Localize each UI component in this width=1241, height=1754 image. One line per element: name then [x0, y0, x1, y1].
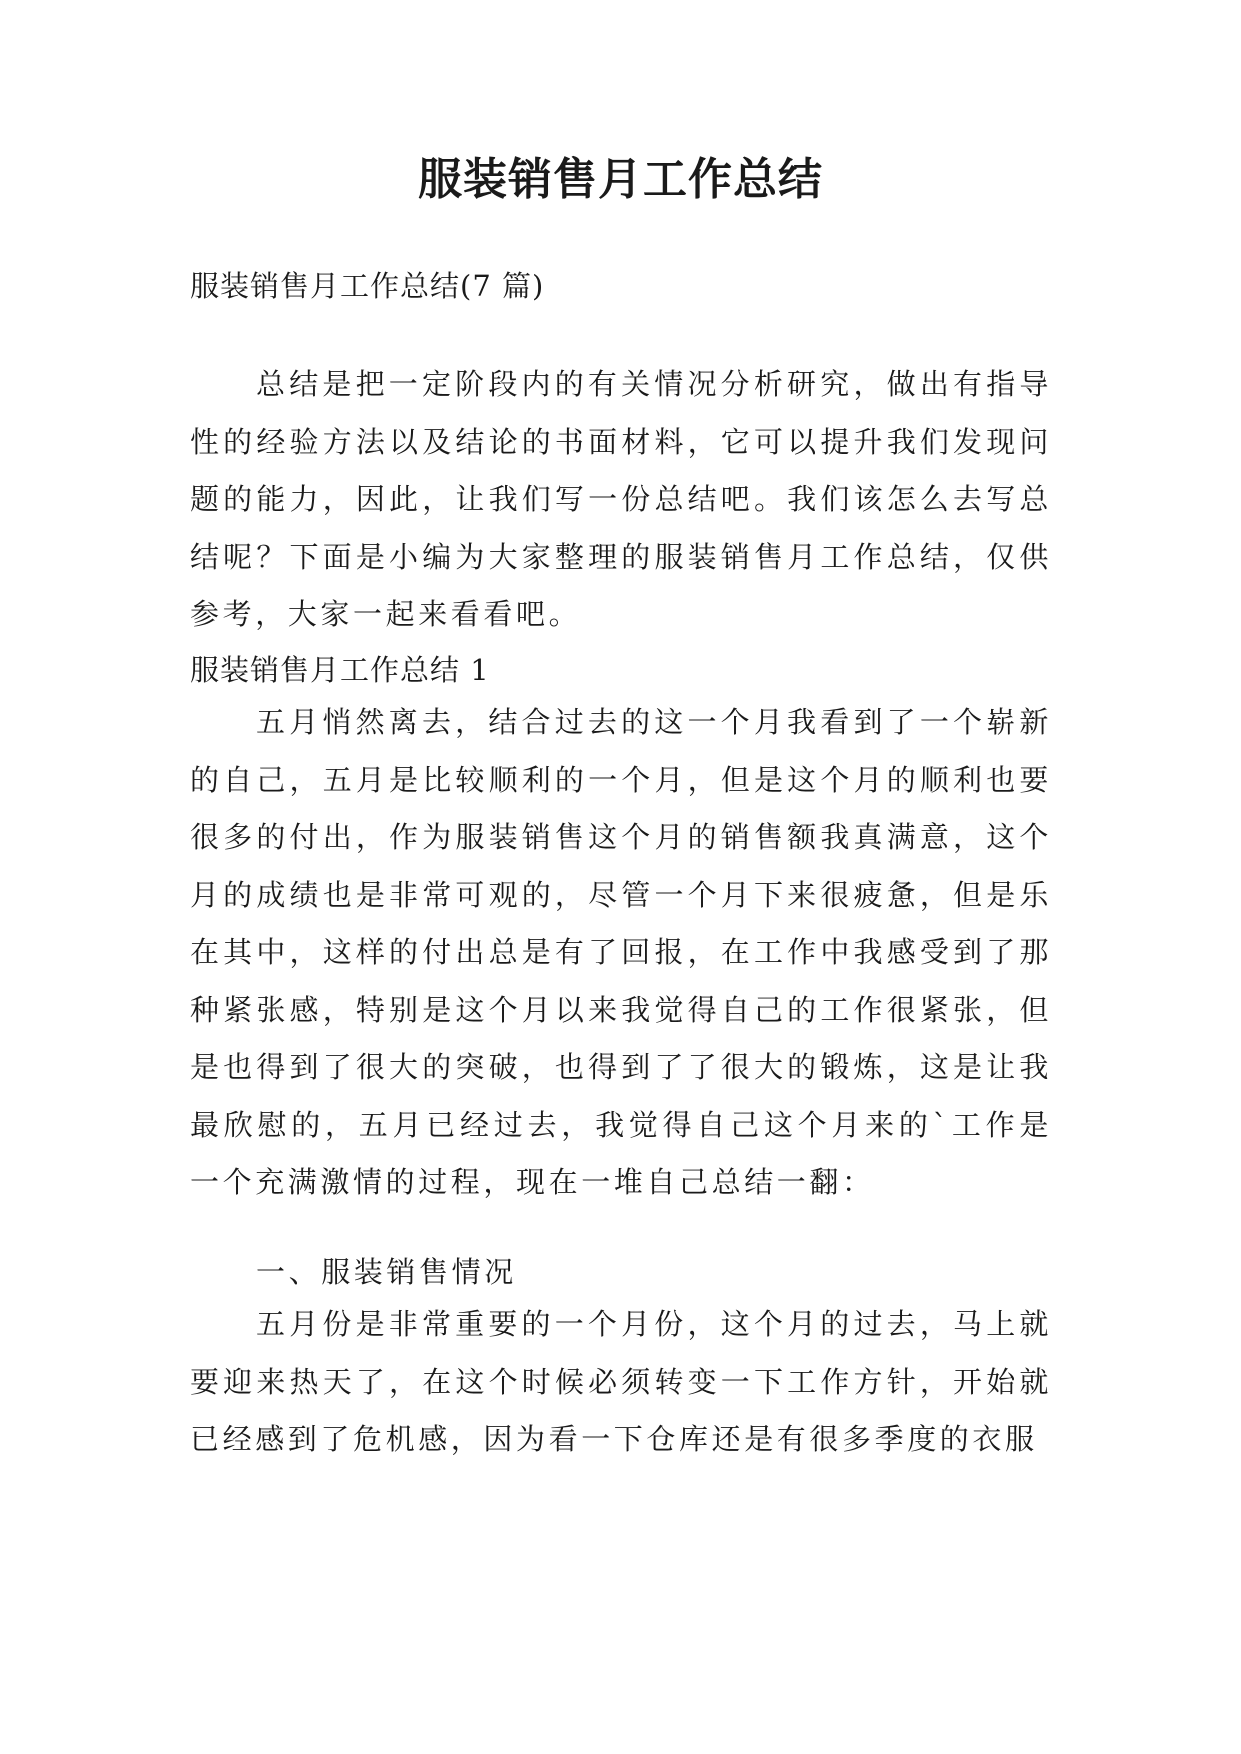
page-title: 服装销售月工作总结 — [418, 154, 823, 205]
document-subtitle: 服装销售月工作总结(7 篇) — [190, 269, 545, 303]
section-heading-1: 服装销售月工作总结 1 — [190, 653, 490, 687]
intro-paragraph: 总结是把一定阶段内的有关情况分析研究，做出有指导性的经验方法以及结论的书面材料，它可以提升我们发现问题的能力，因此，让我们写一份总结吧。我们该怎么去写总结呢？下面是小编为大家整理的服装销售月工作总结，仅供参考，大家一起来看看吧。 — [190, 367, 1052, 631]
section-1-paragraph-2: 五月份是非常重要的一个月份，这个月的过去，马上就要迎来热天了，在这个时候必须转变一下工作方针，开始就已经感到了危机感，因为看一下仓库还是有很多季度的衣服 — [190, 1307, 1052, 1456]
section-1-subheading: 一、服装销售情况 — [256, 1255, 517, 1289]
section-1-paragraph-1: 五月悄然离去，结合过去的这一个月我看到了一个崭新的自己，五月是比较顺利的一个月，但是这个月的顺利也要很多的付出，作为服装销售这个月的销售额我真满意，这个月的成绩也是非常可观的，尽管一个月下来很疲惫，但是乐在其中，这样的付出总是有了回报，在工作中我感受到了那种紧张感，特别是这个月以来我觉得自己的工作很紧张，但是也得到了很大的突破，也得到了了很大的锻炼，这是让我最欣慰的，五月已经过去，我觉得自己这个月来的`工作是一个充满激情的过程，现在一堆自己总结一翻： — [190, 705, 1052, 1199]
